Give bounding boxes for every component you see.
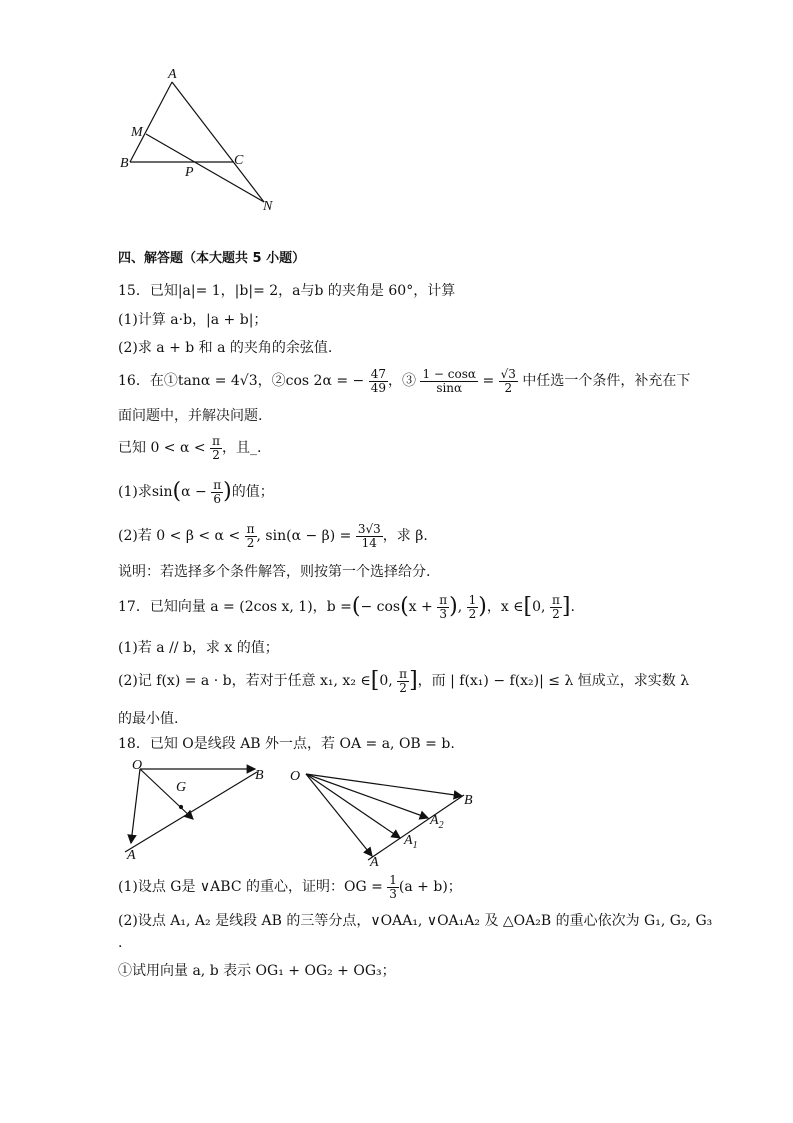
q17-line1: 17．已知向量 a = (2cos x, 1)，b =(− cos(x + $\frac{\pi}{3}$ ), $\frac{1}{2}$ )，x ∈[0, $\frac{\pi}{2}$ ].: [118, 592, 575, 621]
q16-line1: 16．在①tanα = 4√3，②cos 2α = − $\frac{47}{49}$ ，③ $\frac{1 - \cos\alpha}{\sin\alpha}$ = $\frac{√3}{2}$ 中任选一个条件，补充在下: [118, 366, 691, 395]
label-o: O: [290, 769, 301, 784]
fraction-pi-2d: $\frac{\pi}{2}$: [399, 666, 408, 695]
label-a: A: [168, 67, 177, 82]
vector-oa: [131, 769, 140, 843]
q15-stem: 15．已知|a|= 1，|b|= 2，a与b 的夹角是 60°，计算: [118, 283, 456, 299]
q17-part1: (1)若 a // b，求 x 的值；: [118, 640, 279, 656]
fraction-pi-2c: $\frac{\pi}{2}$: [551, 592, 560, 621]
segment-ab: [130, 82, 172, 162]
label-c: C: [234, 153, 244, 168]
section-title: 四、解答题（本大题共 5 小题）: [118, 251, 306, 266]
trisection-figure: [282, 760, 482, 870]
label-a2: $A_2$: [430, 813, 444, 831]
label-o: O: [132, 758, 143, 773]
label-b: B: [255, 768, 264, 783]
q16-part1: (1)求sin(α − $\frac{\pi}{6}$ )的值；: [118, 477, 274, 506]
fraction-pi-6: $\frac{\pi}{6}$: [213, 477, 222, 506]
q16-line2: 面问题中，并解决问题.: [118, 408, 263, 424]
label-a1: $A_1$: [404, 833, 418, 851]
segment-mn: [146, 134, 264, 202]
q16-line3: 已知 0 < α < $\frac{\pi}{2}$ ，且_.: [118, 433, 262, 462]
fraction-1-3: $\frac{1}{3}$: [389, 872, 397, 901]
label-g: G: [176, 780, 187, 795]
fraction-pi-3: $\frac{\pi}{3}$: [439, 592, 448, 621]
q18-part1: (1)设点 G是 ∨ABC 的重心，证明：OG = $\frac{1}{3}$ (a + b)；: [118, 872, 462, 901]
vector-oa1: [306, 774, 400, 838]
fraction-1-2: $\frac{1}{2}$: [468, 592, 477, 621]
q17-part2: (2)记 f(x) = a · b，若对于任意 x₁, x₂ ∈[0, $\frac{\pi}{2}$ ]，而 | f(x₁) − f(x₂)| ≤ λ 恒成立，求实数 λ: [118, 666, 690, 695]
vector-ob: [306, 774, 462, 796]
q18-part2-dot: .: [118, 935, 123, 951]
q16-note: 说明：若选择多个条件解答，则按第一个选择给分.: [118, 564, 431, 580]
label-b: B: [464, 793, 473, 808]
fraction-3sqrt3-14: $\frac{3√3}{14}$: [357, 521, 381, 550]
fraction-cos-sin: $\frac{1 - \cos\alpha}{\sin\alpha}$: [422, 366, 476, 395]
segment-ab: [125, 772, 257, 852]
fraction-47-49: $\frac{47}{49}$: [370, 366, 387, 395]
q18-sub1: ①试用向量 a, b 表示 OG₁ + OG₂ + OG₃；: [118, 963, 396, 979]
label-p: P: [185, 165, 194, 180]
q15-part2: (2)求 a + b 和 a 的夹角的余弦值.: [118, 340, 333, 356]
q16-part2: (2)若 0 < β < α < $\frac{\pi}{2}$ , sin(α − β) = $\frac{3√3}{14}$ ，求 β.: [118, 521, 428, 550]
fraction-pi-2: $\frac{\pi}{2}$: [212, 433, 220, 462]
label-a: A: [370, 855, 379, 870]
q15-part1: (1)计算 a·b，|a + b|；: [118, 312, 268, 328]
q18-part2: (2)设点 A₁, A₂ 是线段 AB 的三等分点，∨OAA₁, ∨OA₁A₂ 及 △OA₂B 的重心依次为 G₁, G₂, G₃: [118, 913, 713, 929]
q17-part2-end: 的最小值.: [118, 711, 179, 727]
fraction-pi-2b: $\frac{\pi}{2}$: [246, 521, 255, 550]
segment-an: [172, 82, 264, 202]
q18-stem: 18．已知 O是线段 AB 外一点，若 OA = a, OB = b.: [118, 736, 455, 752]
fraction-sqrt3-2: $\frac{√3}{2}$: [500, 366, 516, 395]
point-g: [180, 806, 183, 809]
label-n: N: [263, 199, 273, 214]
label-m: M: [131, 125, 143, 140]
centroid-figure: [115, 755, 275, 865]
label-a: A: [127, 848, 136, 863]
triangle-figure-1: [110, 60, 290, 220]
label-b: B: [120, 156, 129, 171]
